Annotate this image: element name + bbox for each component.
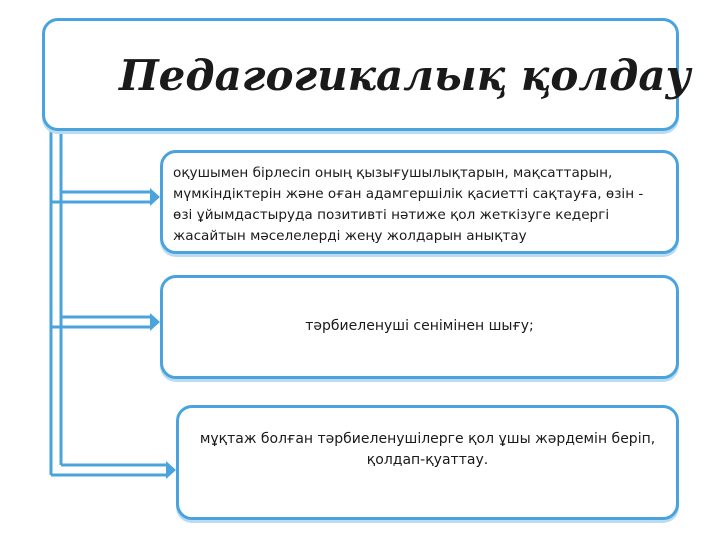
title-box [42, 18, 691, 131]
diagram-title: Педагогикалық қолдау [119, 51, 691, 100]
arrow-head-3 [166, 461, 176, 479]
item-box-3 [176, 405, 679, 520]
item-text-2: тәрбиеленуші сенімінен шығу; [305, 318, 534, 334]
item-box-2 [160, 275, 679, 379]
arrow-head-1 [150, 188, 160, 206]
arrow-head-2 [150, 313, 160, 331]
item-text-1: оқушымен бірлесіп оның қызығушылықтарын, мақсаттарын, мүмкіндіктерін және оған адамгершілік қасиетті сақтауға, өзін - өзі ұйымдастыруда позитивті нәтиже қол жеткізуге кедергі жасайтын мәселелерді жеңу жолдарын анықтау [173, 165, 644, 244]
item-text-3: мұқтаж болған тәрбиеленушілерге қол ұшы жәрдемін беріп, қолдап-қуаттау. [199, 431, 656, 468]
item-box-1 [160, 150, 679, 254]
